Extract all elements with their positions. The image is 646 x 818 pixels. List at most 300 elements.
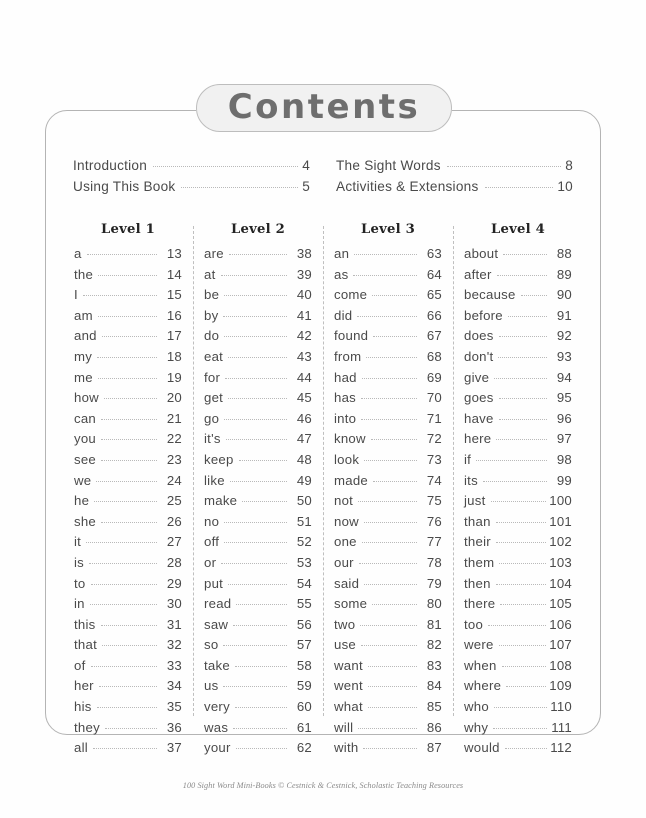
toc-entry[interactable] [74, 306, 182, 327]
dot-leader [94, 501, 157, 502]
sight-word-label: who [464, 699, 489, 715]
dot-leader [223, 316, 287, 317]
toc-entry[interactable] [464, 265, 572, 286]
dot-leader [224, 542, 287, 543]
sight-word-page: 60 [296, 699, 312, 715]
front-matter-page: 10 [557, 179, 573, 194]
toc-entry[interactable] [204, 244, 312, 265]
toc-entry[interactable] [204, 471, 312, 492]
toc-entry[interactable] [204, 491, 312, 512]
toc-entry[interactable] [74, 429, 182, 450]
toc-entry[interactable] [74, 368, 182, 389]
sight-word-label: and [74, 328, 97, 344]
sight-word-page: 15 [166, 287, 182, 303]
dot-leader [499, 645, 547, 646]
front-matter-label: Introduction [73, 158, 148, 173]
sight-word-page: 23 [166, 451, 182, 467]
toc-entry[interactable] [464, 285, 572, 306]
sight-word-label: read [204, 596, 232, 612]
sight-word-page: 53 [296, 554, 312, 570]
sight-word-page: 86 [426, 719, 442, 735]
toc-entry[interactable] [204, 615, 312, 636]
toc-entry[interactable] [204, 738, 312, 759]
sight-word-label: there [464, 596, 496, 612]
toc-entry[interactable] [334, 512, 442, 533]
sight-word-label: get [204, 390, 224, 406]
dot-leader [233, 625, 287, 626]
toc-entry[interactable] [74, 285, 182, 306]
toc-entry[interactable] [204, 718, 312, 739]
level-column-1 [63, 222, 193, 759]
toc-entry[interactable] [204, 388, 312, 409]
sight-word-label: their [464, 534, 491, 550]
toc-entry[interactable] [204, 368, 312, 389]
sight-word-label: two [334, 616, 356, 632]
sight-word-label: is [74, 554, 85, 570]
sight-word-label: very [204, 699, 230, 715]
sight-word-page: 14 [166, 266, 182, 282]
sight-word-page: 72 [426, 431, 442, 447]
sight-word-page: 21 [166, 410, 182, 426]
toc-entry[interactable] [464, 491, 572, 512]
sight-word-label: of [74, 657, 86, 673]
front-matter-column [336, 155, 573, 197]
sight-word-page: 29 [166, 575, 182, 591]
dot-leader [91, 666, 158, 667]
toc-entry[interactable] [464, 574, 572, 595]
toc-entry[interactable] [204, 574, 312, 595]
sight-word-page: 59 [296, 678, 312, 694]
sight-word-label: if [464, 451, 472, 467]
level-column-2 [193, 222, 323, 759]
toc-entry[interactable] [74, 553, 182, 574]
sight-word-page: 30 [166, 596, 182, 612]
sight-word-page: 87 [426, 740, 442, 756]
toc-entry[interactable] [334, 368, 442, 389]
toc-entry[interactable] [204, 512, 312, 533]
sight-word-page: 101 [549, 513, 572, 529]
sight-word-page: 64 [426, 266, 442, 282]
sight-word-label: you [74, 431, 97, 447]
level-heading: Level 1 [101, 222, 155, 237]
sight-word-label: I [74, 287, 78, 303]
sight-word-page: 62 [296, 740, 312, 756]
toc-entry[interactable] [334, 594, 442, 615]
toc-entry[interactable] [334, 718, 442, 739]
dot-leader [373, 336, 417, 337]
sight-word-label: she [74, 513, 97, 529]
sight-word-label: know [334, 431, 366, 447]
sight-word-label: said [334, 575, 360, 591]
sight-word-label: us [204, 678, 219, 694]
sight-word-page: 73 [426, 451, 442, 467]
toc-entry[interactable] [74, 326, 182, 347]
sight-word-label: then [464, 575, 491, 591]
sight-word-page: 83 [426, 657, 442, 673]
toc-entry[interactable] [204, 676, 312, 697]
sight-word-page: 47 [296, 431, 312, 447]
sight-word-label: off [204, 534, 220, 550]
toc-entry[interactable] [334, 738, 442, 759]
sight-word-page: 16 [166, 307, 182, 323]
toc-entry[interactable] [334, 409, 442, 430]
sight-word-label: the [74, 266, 94, 282]
dot-leader [354, 254, 417, 255]
sight-word-page: 27 [166, 534, 182, 550]
sight-word-page: 68 [426, 348, 442, 364]
page-title-pill [196, 84, 452, 132]
sight-word-page: 80 [426, 596, 442, 612]
sight-word-page: 91 [556, 307, 572, 323]
dot-leader [90, 604, 157, 605]
toc-entry[interactable] [336, 176, 573, 197]
toc-entry[interactable] [74, 532, 182, 553]
sight-word-label: too [464, 616, 484, 632]
sight-word-page: 63 [426, 246, 442, 261]
sight-word-label: be [204, 287, 220, 303]
sight-word-page: 52 [296, 534, 312, 550]
sight-word-label: a [74, 246, 82, 261]
sight-word-label: go [204, 410, 220, 426]
toc-entry[interactable] [204, 429, 312, 450]
toc-entry[interactable] [464, 697, 572, 718]
dot-leader [508, 316, 547, 317]
sight-word-label: were [464, 637, 494, 653]
toc-entry[interactable] [74, 265, 182, 286]
dot-leader [494, 707, 547, 708]
toc-entry[interactable] [204, 553, 312, 574]
sight-word-label: no [204, 513, 220, 529]
dot-leader [496, 542, 546, 543]
sight-word-page: 32 [166, 637, 182, 653]
dot-leader [236, 748, 287, 749]
toc-entry[interactable] [464, 388, 572, 409]
sight-word-page: 51 [296, 513, 312, 529]
dot-leader [96, 481, 157, 482]
dot-leader [93, 748, 157, 749]
toc-entry[interactable] [74, 718, 182, 739]
sight-word-label: for [204, 369, 221, 385]
toc-entry[interactable] [74, 615, 182, 636]
sight-word-label: use [334, 637, 357, 653]
dot-leader [225, 378, 287, 379]
toc-entry[interactable] [464, 326, 572, 347]
dot-leader [363, 748, 417, 749]
toc-entry[interactable] [74, 409, 182, 430]
toc-entry[interactable] [334, 347, 442, 368]
toc-entry[interactable] [464, 347, 572, 368]
sight-word-label: before [464, 307, 503, 323]
toc-entry[interactable] [464, 718, 572, 739]
toc-entry[interactable] [74, 676, 182, 697]
dot-leader [505, 748, 547, 749]
sight-word-page: 75 [426, 493, 442, 509]
sight-word-label: look [334, 451, 360, 467]
dot-leader [364, 460, 417, 461]
level-column-4 [453, 222, 583, 759]
dot-leader [223, 686, 287, 687]
toc-entry[interactable] [74, 594, 182, 615]
toc-entry[interactable] [73, 155, 310, 176]
dot-leader [89, 563, 157, 564]
dot-leader [221, 563, 287, 564]
toc-entry[interactable] [74, 574, 182, 595]
sight-word-label: did [334, 307, 353, 323]
sight-word-label: at [204, 266, 216, 282]
toc-entry[interactable] [74, 512, 182, 533]
toc-entry[interactable] [74, 635, 182, 656]
dot-leader [485, 187, 554, 188]
toc-entry[interactable] [464, 615, 572, 636]
sight-word-page: 96 [556, 410, 572, 426]
sight-word-label: can [74, 410, 97, 426]
dot-leader [101, 460, 157, 461]
sight-word-page: 76 [426, 513, 442, 529]
dot-leader [496, 522, 547, 523]
sight-word-label: by [204, 307, 219, 323]
toc-entry[interactable] [336, 155, 573, 176]
sight-word-label: about [464, 246, 499, 261]
sight-word-page: 109 [549, 678, 572, 694]
dot-leader [364, 522, 417, 523]
dot-leader [235, 666, 287, 667]
front-matter-label: The Sight Words [336, 158, 441, 173]
toc-entry[interactable] [464, 471, 572, 492]
dot-leader [97, 707, 157, 708]
toc-entry[interactable] [464, 676, 572, 697]
sight-word-page: 108 [549, 657, 572, 673]
sight-word-page: 98 [556, 451, 572, 467]
sight-word-page: 70 [426, 390, 442, 406]
toc-entry[interactable] [74, 491, 182, 512]
sight-word-label: am [74, 307, 93, 323]
dot-leader [493, 728, 547, 729]
toc-entry[interactable] [464, 450, 572, 471]
sight-word-page: 38 [296, 246, 312, 261]
sight-word-page: 84 [426, 678, 442, 694]
toc-entry[interactable] [204, 409, 312, 430]
toc-entry[interactable] [204, 306, 312, 327]
toc-entry[interactable] [204, 285, 312, 306]
sight-word-label: her [74, 678, 94, 694]
toc-entry[interactable] [334, 265, 442, 286]
toc-entry[interactable] [464, 635, 572, 656]
dot-leader [228, 398, 287, 399]
toc-entry[interactable] [204, 656, 312, 677]
sight-word-label: take [204, 657, 230, 673]
toc-entry[interactable] [334, 676, 442, 697]
toc-entry[interactable] [74, 697, 182, 718]
dot-leader [235, 707, 287, 708]
toc-entry[interactable] [204, 532, 312, 553]
front-matter-page: 4 [302, 158, 310, 173]
sight-word-page: 50 [296, 493, 312, 509]
sight-word-page: 37 [166, 740, 182, 756]
sight-word-page: 42 [296, 328, 312, 344]
sight-word-label: here [464, 431, 492, 447]
toc-entry[interactable] [464, 244, 572, 265]
sight-word-label: has [334, 390, 357, 406]
sight-word-page: 46 [296, 410, 312, 426]
sight-word-label: are [204, 246, 224, 261]
toc-entry[interactable] [334, 635, 442, 656]
sight-word-page: 55 [296, 596, 312, 612]
sight-word-page: 81 [426, 616, 442, 632]
dot-leader [97, 357, 157, 358]
toc-entry[interactable] [334, 574, 442, 595]
dot-leader [498, 357, 547, 358]
toc-entry[interactable] [464, 512, 572, 533]
toc-entry[interactable] [74, 656, 182, 677]
toc-entry[interactable] [464, 368, 572, 389]
sight-word-page: 110 [550, 699, 572, 715]
sight-word-label: in [74, 596, 85, 612]
toc-entry[interactable] [204, 347, 312, 368]
sight-word-label: some [334, 596, 368, 612]
sight-word-label: found [334, 328, 369, 344]
dot-leader [102, 336, 157, 337]
sight-word-page: 45 [296, 390, 312, 406]
toc-entry[interactable] [334, 429, 442, 450]
toc-entry[interactable] [334, 471, 442, 492]
toc-entry[interactable] [334, 532, 442, 553]
dot-leader [500, 604, 546, 605]
toc-entry[interactable] [204, 635, 312, 656]
dot-leader [357, 316, 417, 317]
sight-word-label: our [334, 554, 354, 570]
dot-leader [494, 378, 547, 379]
sight-word-label: went [334, 678, 363, 694]
sight-word-label: was [204, 719, 229, 735]
toc-entry[interactable] [334, 326, 442, 347]
dot-leader [447, 166, 561, 167]
dot-leader [358, 501, 417, 502]
sight-word-label: than [464, 513, 491, 529]
sight-word-label: it [74, 534, 82, 550]
toc-entry[interactable] [74, 244, 182, 265]
dot-leader [101, 625, 157, 626]
level-heading: Level 4 [491, 222, 545, 237]
sight-word-page: 103 [549, 554, 572, 570]
toc-entry[interactable] [334, 388, 442, 409]
toc-entry[interactable] [464, 306, 572, 327]
sight-word-label: me [74, 369, 93, 385]
toc-entry[interactable] [204, 594, 312, 615]
sight-word-page: 95 [556, 390, 572, 406]
sight-word-label: all [74, 740, 88, 756]
dot-leader [361, 645, 417, 646]
sight-word-page: 105 [549, 596, 572, 612]
sight-word-page: 111 [551, 719, 572, 735]
dot-leader [353, 275, 417, 276]
toc-entry[interactable] [204, 697, 312, 718]
toc-entry[interactable] [464, 656, 572, 677]
sight-word-label: give [464, 369, 490, 385]
dot-leader [366, 357, 417, 358]
sight-word-page: 82 [426, 637, 442, 653]
sight-word-page: 49 [296, 472, 312, 488]
toc-entry[interactable] [334, 244, 442, 265]
toc-entry[interactable] [73, 176, 310, 197]
toc-entry[interactable] [74, 347, 182, 368]
toc-entry[interactable] [204, 265, 312, 286]
sight-word-label: do [204, 328, 220, 344]
toc-entry[interactable] [334, 450, 442, 471]
toc-entry[interactable] [464, 409, 572, 430]
dot-leader [506, 686, 546, 687]
sight-word-label: because [464, 287, 516, 303]
sight-word-page: 43 [296, 348, 312, 364]
toc-entry[interactable] [334, 553, 442, 574]
sight-word-label: does [464, 328, 494, 344]
sight-word-label: come [334, 287, 368, 303]
sight-word-page: 31 [166, 616, 182, 632]
sight-word-label: to [74, 575, 86, 591]
toc-entry[interactable] [464, 532, 572, 553]
toc-entry[interactable] [334, 656, 442, 677]
dot-leader [181, 187, 298, 188]
sight-word-page: 19 [166, 369, 182, 385]
toc-entry[interactable] [204, 326, 312, 347]
dot-leader [373, 481, 417, 482]
dot-leader [105, 728, 157, 729]
toc-entry[interactable] [334, 697, 442, 718]
sight-word-label: how [74, 390, 99, 406]
sight-word-page: 79 [426, 575, 442, 591]
dot-leader [229, 254, 287, 255]
dot-leader [98, 275, 157, 276]
toc-entry[interactable] [464, 738, 572, 759]
dot-leader [499, 336, 547, 337]
toc-entry[interactable] [334, 285, 442, 306]
toc-entry[interactable] [74, 738, 182, 759]
dot-leader [496, 584, 547, 585]
toc-entry[interactable] [74, 388, 182, 409]
toc-entry[interactable] [74, 450, 182, 471]
dot-leader [228, 584, 287, 585]
toc-entry[interactable] [334, 306, 442, 327]
dot-leader [497, 275, 547, 276]
toc-entry[interactable] [334, 491, 442, 512]
sight-word-label: what [334, 699, 363, 715]
sight-word-page: 66 [426, 307, 442, 323]
toc-entry[interactable] [464, 553, 572, 574]
toc-entry[interactable] [464, 429, 572, 450]
dot-leader [361, 419, 417, 420]
sight-word-page: 18 [166, 348, 182, 364]
sight-word-label: eat [204, 348, 224, 364]
sight-word-page: 24 [166, 472, 182, 488]
sight-word-page: 104 [549, 575, 572, 591]
sight-word-label: his [74, 699, 92, 715]
sight-word-label: an [334, 246, 350, 261]
sight-word-page: 17 [166, 328, 182, 344]
sight-word-page: 54 [296, 575, 312, 591]
toc-entry[interactable] [74, 471, 182, 492]
sight-word-label: now [334, 513, 359, 529]
dot-leader [87, 254, 157, 255]
sight-word-page: 39 [296, 266, 312, 282]
dot-leader [226, 439, 287, 440]
front-matter-page: 8 [565, 158, 573, 173]
sight-word-label: he [74, 493, 90, 509]
toc-entry[interactable] [464, 594, 572, 615]
toc-entry[interactable] [334, 615, 442, 636]
toc-entry[interactable] [204, 450, 312, 471]
dot-leader [98, 316, 157, 317]
dot-leader [86, 542, 157, 543]
dot-leader [476, 460, 547, 461]
